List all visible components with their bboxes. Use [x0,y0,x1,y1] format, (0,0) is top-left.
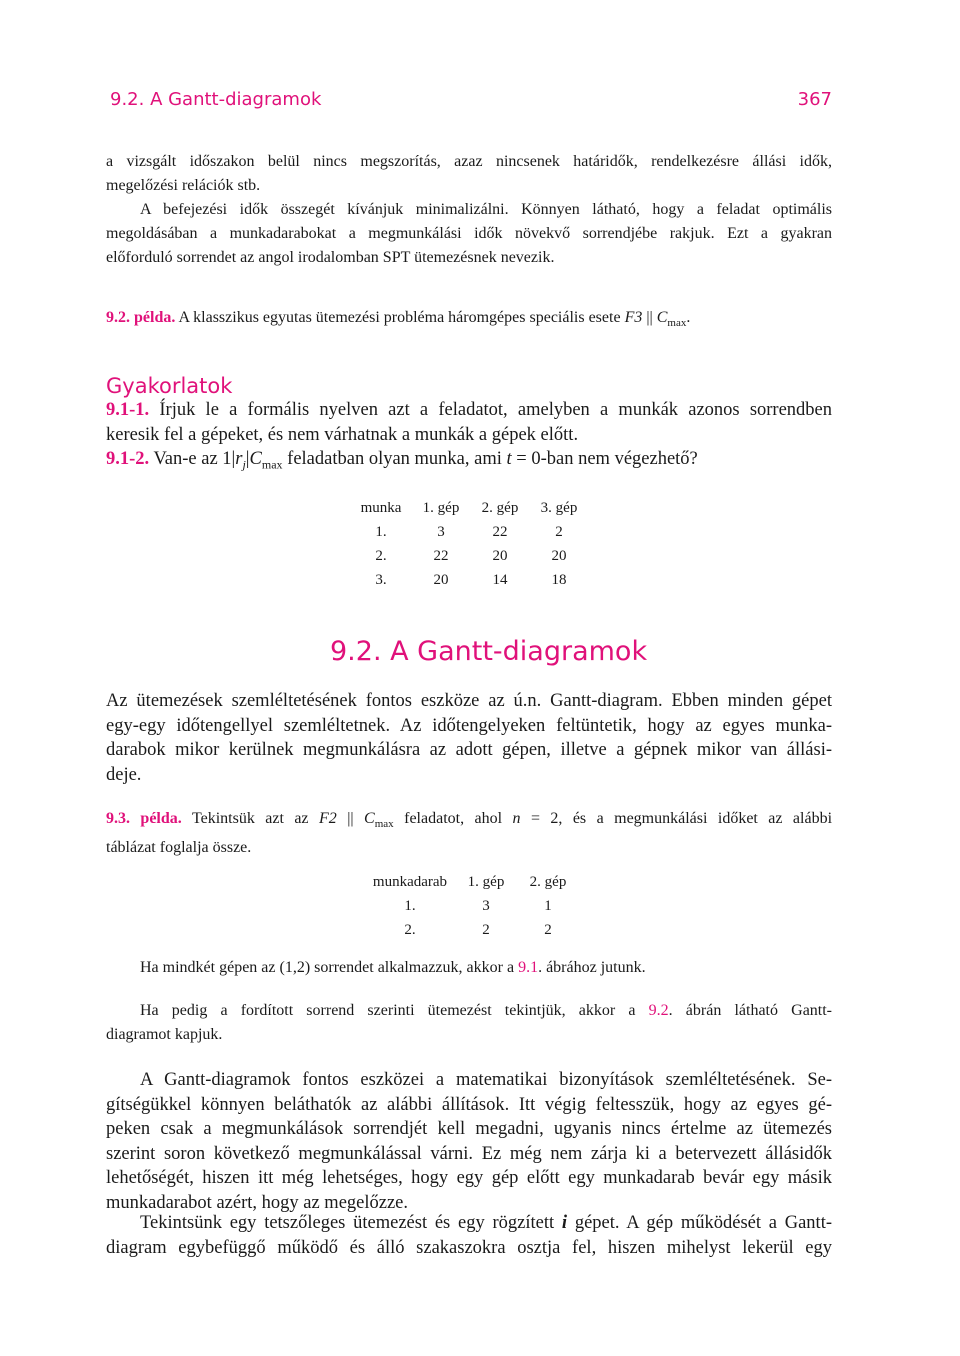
exercise-text: feladatban olyan munka, ami [287,449,502,469]
exercise-text: Írjuk le a formális nyelven azt a feladatot, amelyben a munkák azonos sorrendben [159,400,833,420]
paragraph-line: munkadarabot azért, hogy az megelőzze. [106,1192,409,1213]
example-label: 9.3. példa. [106,810,182,827]
paragraph-line: egy-egy időtengellyel szemléltetnek. Az időtengelyeken feltüntetik, hogy az egyes munka- [106,715,832,736]
sentence-text: Ha mindkét gépen az (1,2) sorrendet alkalmazzuk, akkor a [140,959,515,976]
paragraph-line: gítségükkel könnyen beláthatók az alábbi állítások. Itt végig feltesszük, hogy az egyes gé- [106,1094,832,1115]
table-cell: 20 [551,547,567,564]
machine-paragraph [106,1211,832,1260]
table-cell: 3. [375,571,387,588]
intro-paragraph [106,150,832,270]
exercise-label: 9.1-1. [106,400,150,420]
sentence-line: diagramot kapjuk. [106,1026,223,1043]
table-row [365,918,579,942]
table-cell: 3 [482,897,490,914]
section-paragraph [106,689,832,787]
figure-9-1-sentence [140,956,646,980]
math-c: C [249,449,262,469]
sentence-text: . ábrán látható Gantt- [668,1002,833,1019]
processing-times-table-2 [365,870,579,942]
processing-times-table-1 [350,496,588,592]
table-header-row [365,870,579,894]
table-cell: 3 [437,523,445,540]
math-j: j [242,457,246,472]
math-n: n [512,810,521,827]
exercise-label: 9.1-2. [106,449,150,469]
paragraph-line: peken csak a megmunkálások sorrendjét kell megadni, ugyanis nincs értelme az ütemezés [106,1119,832,1139]
example-text: Tekintsük azt az [191,810,309,827]
exercises-list [106,398,832,477]
table-cell: 20 [492,547,508,564]
sentence-line [106,999,832,1023]
sentence-text: . ábrához jutunk. [538,959,646,976]
intro-line: A befejezési idők összegét kívánjuk minimalizálni. Könnyen látható, hogy a feladat optimális [140,201,832,218]
table-cell: 2 [555,523,563,540]
table-cell: 14 [492,571,508,588]
table-cell: 22 [492,523,508,540]
intro-line: megelőzési relációk stb. [106,177,261,194]
paragraph-text: gépet. A gép működését a Gantt- [574,1213,832,1233]
figure-9-2-sentence [106,999,832,1047]
table-cell: 1. [404,897,416,914]
table-row [350,544,588,568]
math-separator: || [646,309,653,326]
exercise-9-1-2 [106,447,832,477]
math-subscript: max [667,317,687,330]
math-c: C [656,309,668,326]
table-header-cell: 2. gép [481,499,519,516]
paragraph-line: deje. [106,764,142,785]
running-header-section: 9.2. A Gantt-diagramok [110,89,322,110]
paragraph-line: szerint soron következő megmunkálással várni. Ez még nem zárja ki a betervezett állásidők [106,1143,832,1164]
math-t: t [506,449,512,469]
intro-line: a vizsgált időszakon belül nincs megszorítás, azaz nincsenek határidők, rendelkezésre állási idők, [106,153,832,170]
table-cell: 1 [544,897,552,914]
paragraph-line: darabok mikor kerülnek megmunkálásra az adott gépen, illetve a gépnek mikor van állási- [106,740,832,760]
table-cell: 2. [404,921,416,938]
figure-9-2-link[interactable]: 9.2 [648,1002,669,1019]
example-text: A klasszikus egyutas ütemezési probléma háromgépes speciális esete [178,309,621,326]
running-header-page-number: 367 [797,89,832,110]
exercise-text-line: keresik fel a gépeket, és nem várhatnak a munkák a gépek előtt. [106,424,579,445]
math-c: C [364,810,375,827]
math-i: i [561,1213,568,1233]
paragraph-line [106,1211,832,1236]
table-header-cell: 1. gép [467,873,505,890]
example-text: = 2, és a megmunkálási időket az alábbi [530,810,833,827]
table-header-cell: munka [360,499,402,516]
intro-line: megoldásában a munkadarabokat a megmunkálási idők növekvő sorrendjébe rakjuk. Ezt a gyakran [106,225,832,242]
example-9-2 [106,306,832,335]
table-header-cell: 2. gép [529,873,567,890]
paragraph-text: Tekintsünk egy tetszőleges ütemezést és egy rögzített [140,1213,555,1233]
example-label: 9.2. példa. [106,309,176,326]
example-9-3 [106,807,832,860]
gantt-paragraph [106,1068,832,1215]
intro-line: előforduló sorrendet az angol irodalomban SPT ütemezésnek nevezik. [106,249,555,266]
table-header-cell: 1. gép [422,499,460,516]
table-row [365,894,579,918]
exercise-9-1-1 [106,398,832,423]
math-subscript: max [261,457,283,472]
section-title: 9.2. A Gantt-diagramok [330,636,648,667]
table-cell: 18 [551,571,567,588]
table-row [350,568,588,592]
table-cell: 2. [375,547,387,564]
math-subscript: max [374,818,394,831]
exercise-text: = 0-ban nem végezhető? [516,449,698,469]
table-cell: 20 [433,571,449,588]
table-header-cell: 3. gép [540,499,578,516]
table-header-cell: munkadarab [372,873,448,890]
math-r: r [235,449,243,469]
math-f2: F2 [318,810,337,827]
sentence-text: Ha pedig a fordított sorrend szerinti ütemezést tekintjük, akkor a [140,1002,636,1019]
table-cell: 2 [482,921,490,938]
paragraph-line: Az ütemezések szemléltetésének fontos eszköze az ú.n. Gantt-diagram. Ebben minden gépet [106,691,832,711]
math-bar: | [245,449,250,469]
math-f3: F3 [624,309,643,326]
figure-9-1-link[interactable]: 9.1 [518,959,539,976]
math-period: . [686,309,691,326]
paragraph-line: lehetőségét, hiszen itt még lehetséges, hogy egy gép előtt egy munkadarab bevár egy másik [106,1168,832,1188]
exercise-text: Van-e az 1| [153,449,236,469]
example-text: feladatot, ahol [404,810,503,827]
math-separator: || [347,810,354,827]
exercises-heading: Gyakorlatok [106,374,233,398]
table-cell: 1. [375,523,387,540]
table-cell: 22 [433,547,449,564]
paragraph-line: A Gantt-diagramok fontos eszközei a matematikai bizonyítások szemléltetésének. Se- [140,1070,832,1090]
table-header-row [350,496,588,520]
example-line: táblázat foglalja össze. [106,839,252,857]
paragraph-line: diagram egybefüggő működő és álló szakaszokra osztja fel, hiszen mihelyst lekerül egy [106,1237,832,1258]
example-line [106,807,832,836]
table-row [350,520,588,544]
table-cell: 2 [544,921,552,938]
